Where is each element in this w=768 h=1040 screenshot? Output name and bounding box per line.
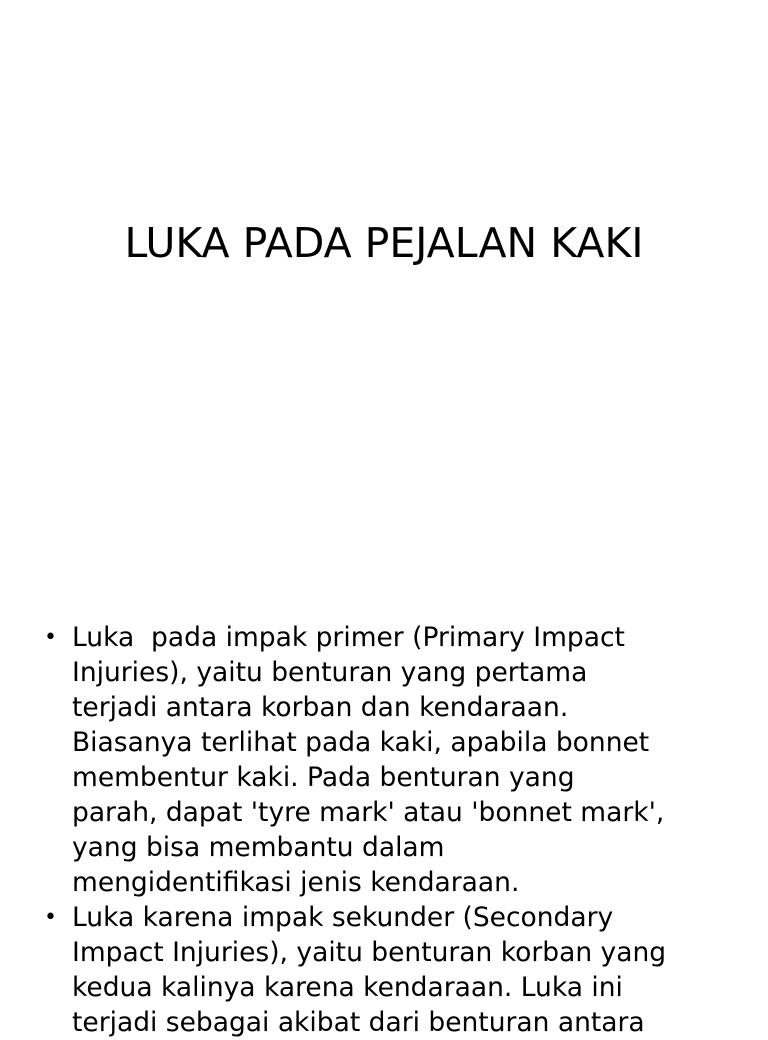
bullet-text-line: Injuries), yaitu benturan yang pertama — [72, 657, 588, 688]
bullet-icon: • — [44, 905, 57, 930]
bullet-item-secondary-impact — [0, 900, 768, 1040]
bullet-text-line: kedua kalinya karena kendaraan. Luka ini — [72, 972, 623, 1003]
bullet-list — [0, 620, 768, 1040]
bullet-text-line: parah, dapat 'tyre mark' atau 'bonnet mark', — [72, 797, 665, 828]
bullet-text-line: Luka pada impak primer (Primary Impact — [72, 622, 625, 653]
bullet-text-line: Impact Injuries), yaitu benturan korban yang — [72, 937, 667, 968]
bullet-text-line: membentur kaki. Pada benturan yang — [72, 762, 575, 793]
bullet-item-primary-impact — [0, 620, 768, 900]
bullet-text-line: Luka karena impak sekunder (Secondary — [72, 902, 614, 933]
bullet-text-line: mengidentifikasi jenis kendaraan. — [72, 867, 520, 898]
bullet-icon: • — [44, 625, 57, 650]
bullet-text-line: terjadi antara korban dan kendaraan. — [72, 692, 569, 723]
bullet-text-line: Biasanya terlihat pada kaki, apabila bonnet — [72, 727, 650, 758]
bullet-text-line: terjadi sebagai akibat dari benturan antara — [72, 1007, 645, 1038]
bullet-text-line: yang bisa membantu dalam — [72, 832, 445, 863]
slide-title: LUKA PADA PEJALAN KAKI — [124, 219, 644, 267]
